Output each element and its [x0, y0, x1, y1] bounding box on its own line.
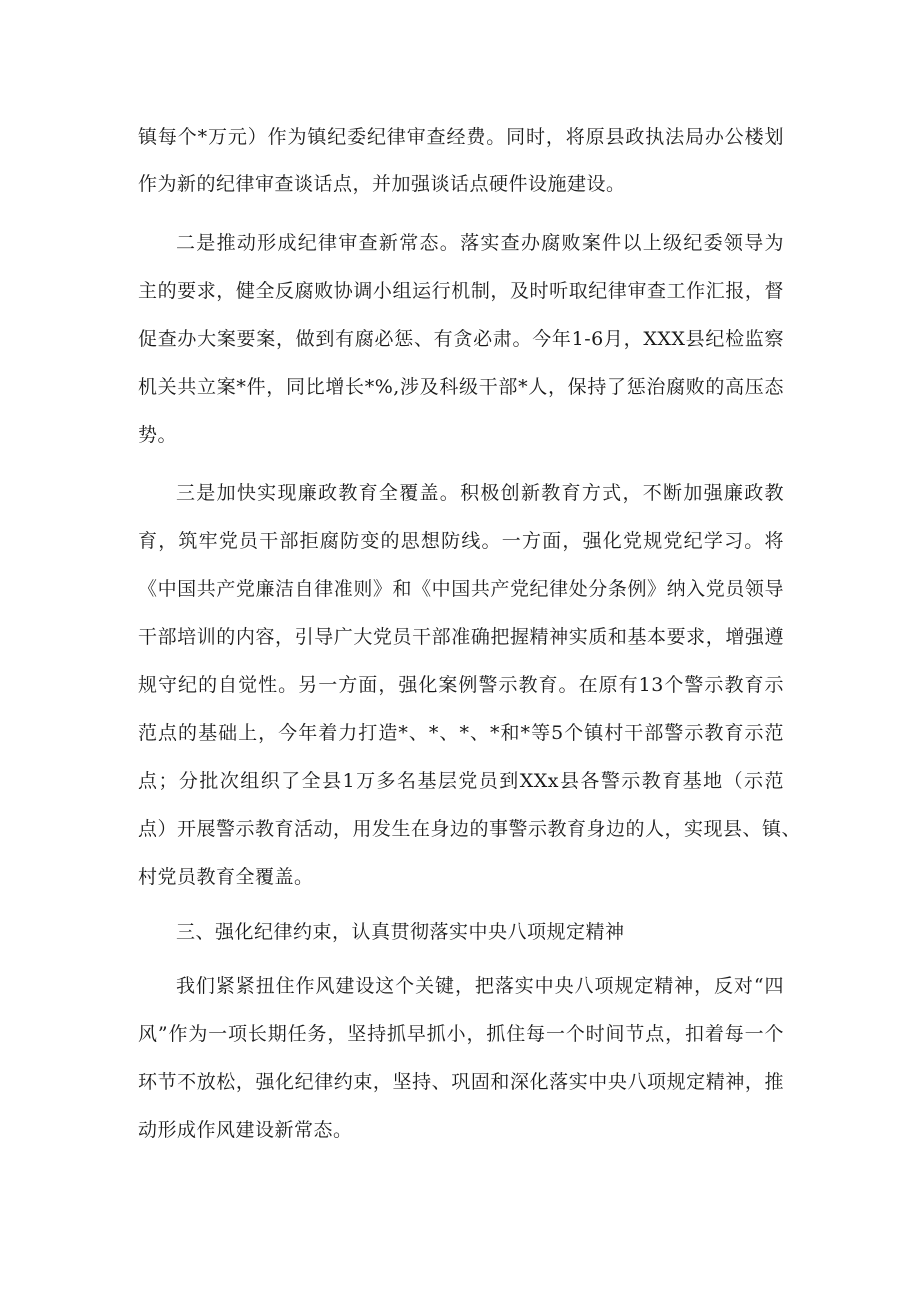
- paragraph-line: 育，筑牢党员干部拒腐防变的思想防线。一方面，强化党规党纪学习。将: [138, 530, 784, 552]
- paragraph-line: 镇每个*万元）作为镇纪委纪律审查经费。同时，将原县政执法局办公楼划: [138, 126, 784, 148]
- paragraph-line: 三是加快实现廉政教育全覆盖。积极创新教育方式，不断加强廉政教: [176, 482, 784, 504]
- paragraph-line: 点；分批次组织了全县1万多名基层党员到XXx县各警示教育基地（示范: [138, 770, 784, 792]
- paragraph-line: 作为新的纪律审查谈话点，并加强谈话点硬件设施建设。: [138, 173, 626, 195]
- paragraph-line: 二是推动形成纪律审查新常态。落实查办腐败案件以上级纪委领导为: [176, 232, 784, 254]
- paragraph-line: 点）开展警示教育活动，用发生在身边的事警示教育身边的人，实现县、镇、: [138, 818, 802, 840]
- paragraph-line: 范点的基础上，今年着力打造*、*、*、*和*等5个镇村干部警示教育示范: [138, 722, 784, 744]
- paragraph-line: 规守纪的自觉性。另一方面，强化案例警示教育。在原有13个警示教育示: [138, 674, 784, 696]
- paragraph-line: 《中国共产党廉洁自律准则》和《中国共产党纪律处分条例》纳入党员领导: [138, 578, 784, 600]
- paragraph-line: 风”作为一项长期任务，坚持抓早抓小，抓住每一个时间节点，扣着每一个: [138, 1023, 784, 1045]
- paragraph-line: 势。: [138, 424, 178, 446]
- paragraph-line: 动形成作风建设新常态。: [138, 1119, 353, 1141]
- paragraph-line: 村党员教育全覆盖。: [138, 866, 314, 888]
- paragraph-line: 促查办大案要案，做到有腐必惩、有贪必肃。今年1-6月，XXX县纪检监察: [138, 328, 784, 350]
- section-heading: 三、强化纪律约束，认真贯彻落实中央八项规定精神: [176, 921, 625, 943]
- paragraph-line: 我们紧紧扭住作风建设这个关键，把落实中央八项规定精神，反对“四: [176, 975, 784, 997]
- paragraph-line: 环节不放松，强化纪律约束，坚持、巩固和深化落实中央八项规定精神，推: [138, 1071, 784, 1093]
- paragraph-line: 干部培训的内容，引导广大党员干部准确把握精神实质和基本要求，增强遵: [138, 626, 784, 648]
- paragraph-line: 机关共立案*件，同比增长*%,涉及科级干部*人，保持了惩治腐败的高压态: [138, 376, 784, 398]
- paragraph-line: 主的要求，健全反腐败协调小组运行机制，及时听取纪律审查工作汇报，督: [138, 280, 784, 302]
